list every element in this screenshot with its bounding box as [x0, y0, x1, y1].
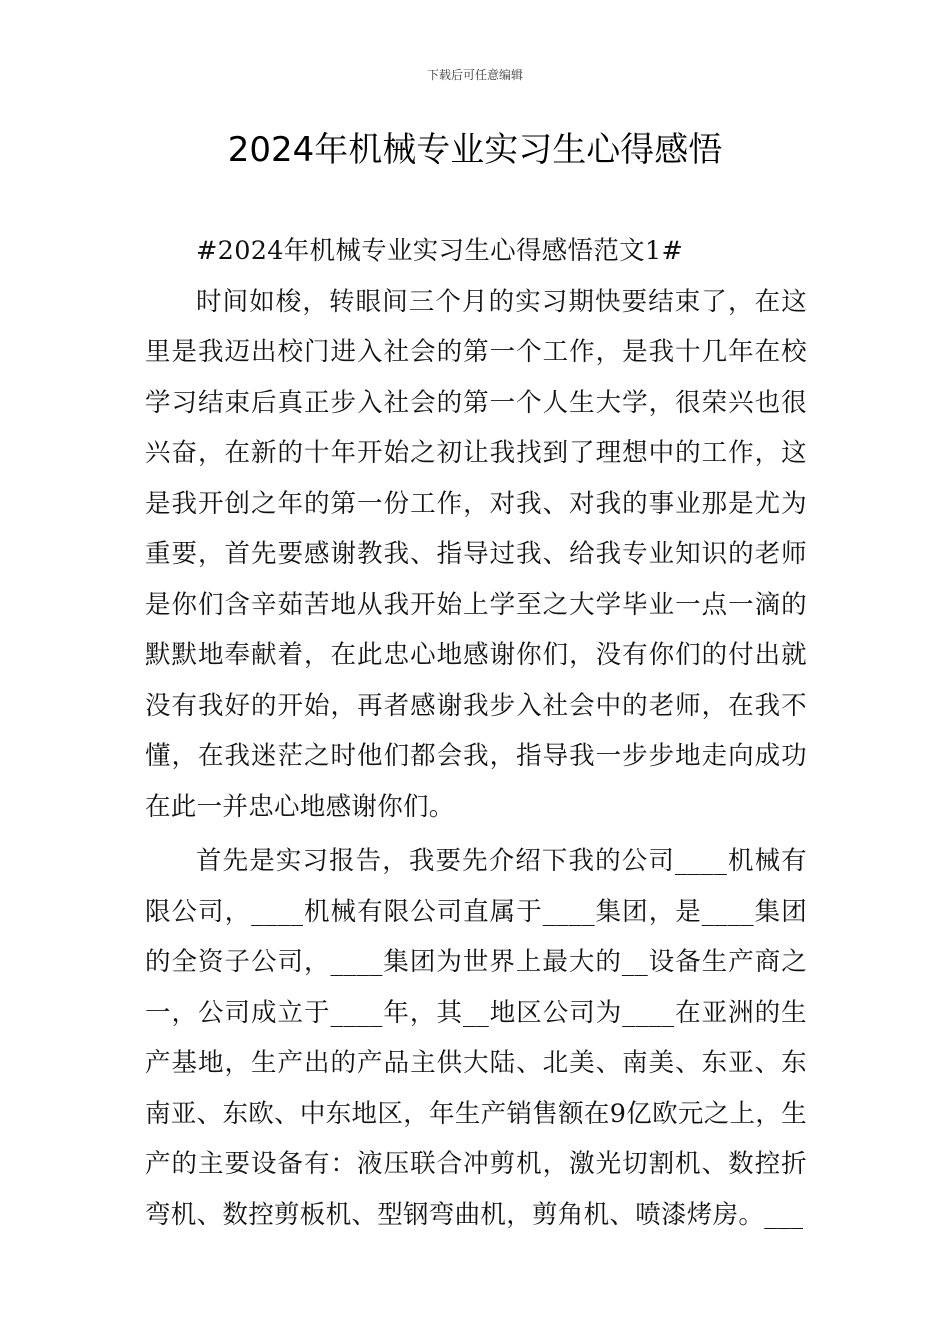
document-title: 2024年机械专业实习生心得感悟: [227, 130, 723, 170]
document-body: [145, 226, 807, 1240]
paragraph-1: 时间如梭，转眼间三个月的实习期快要结束了，在这里是我迈出校门进入社会的第一个工作，是我十几年在校学习结束后真正步入社会的第一个人生大学，很荣兴也很兴奋，在新的十年开始之初让我找到了理想中的工作，这是我开创之年的第一份工作，对我、对我的事业那是尤为重要，首先要感谢教我、指导过我、给我专业知识的老师是你们含辛茹苦地从我开始上学至之大学毕业一点一滴的默默地奉献着，在此忠心地感谢你们，没有你们的付出就没有我好的开始，再者感谢我步入社会中的老师，在我不懂，在我迷茫之时他们都会我，指导我一步步地走向成功在此一并忠心地感谢你们。: [145, 286, 807, 822]
paragraph-2: 首先是实习报告，我要先介绍下我的公司____机械有限公司，____机械有限公司直属于____集团，是____集团的全资子公司，____集团为世界上最大的__设备生产商之一，公司成立于____年，其__地区公司为____在亚洲的生产基地，生产出的产品主供大陆、北美、南美、东亚、东南亚、东欧、中东地区，年生产销售额在9亿欧元之上，生产的主要设备有：液压联合冲剪机，激光切割机、数控折弯机、数控剪板机、型钢弯曲机，剪角机、喷漆烤房。___: [145, 846, 807, 1230]
header-note: 下载后可任意编辑: [426, 68, 523, 82]
section-subheading: #2024年机械专业实习生心得感悟范文1#: [196, 236, 684, 266]
